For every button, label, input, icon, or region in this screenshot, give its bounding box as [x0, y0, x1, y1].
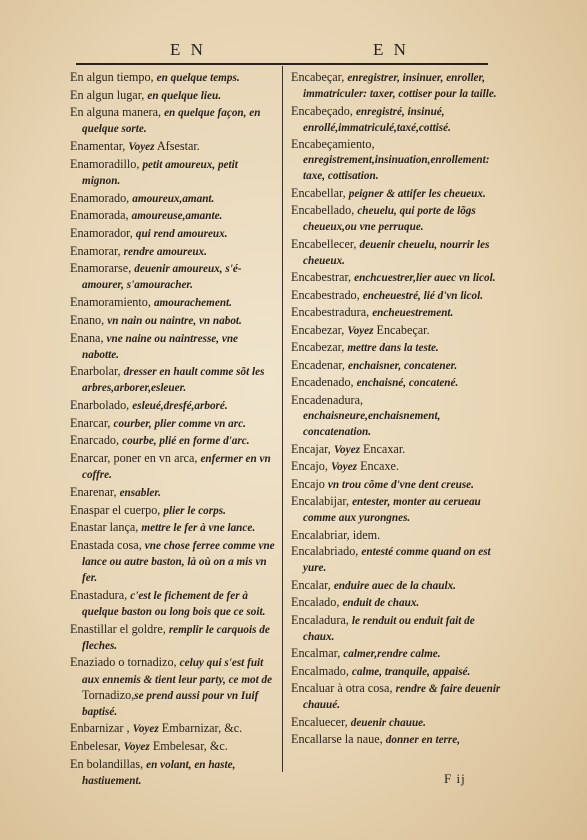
french-gloss: remplir le carquois de fleches.	[82, 623, 270, 652]
spanish-term: Encaluar à otra cosa,	[291, 681, 396, 696]
dictionary-entry	[70, 503, 276, 519]
french-gloss: encheuestré, lié d'vn licol.	[362, 289, 483, 302]
french-gloss: mettre le fer à vne lance.	[141, 522, 256, 535]
french-gloss: entesté comme quand on est yure.	[303, 546, 491, 575]
spanish-term: Enamorada,	[70, 208, 132, 223]
french-gloss: en quelque façon, en quelque sorte.	[82, 107, 261, 136]
spanish-term: Encabellecer,	[291, 236, 360, 251]
dictionary-entry	[70, 244, 276, 260]
french-gloss: Voyez	[128, 141, 155, 154]
header-right: E N	[373, 40, 409, 59]
french-gloss: c'est le fichement de fer à quelque baston ou long bois que ce soit.	[82, 589, 266, 618]
spanish-term: Embarnizar, &c.	[158, 721, 243, 736]
dictionary-entry	[291, 681, 501, 713]
french-gloss: enchaisneure,enchaisnement, concatenation.	[303, 409, 441, 439]
spanish-term: Encabellar,	[291, 185, 349, 200]
french-gloss: deuenir amoureux, s'é-amourer, s'amouracher.	[82, 263, 242, 292]
french-gloss: petit amoureux, petit mignon.	[82, 158, 238, 187]
spanish-term: Enamorador,	[70, 226, 136, 240]
spanish-term: Encabestradura,	[291, 305, 373, 320]
spanish-term: Encalabriado,	[291, 544, 362, 559]
french-gloss: amoureux,amant.	[132, 192, 215, 205]
dictionary-entry	[70, 226, 276, 242]
french-gloss: cheuelu, qui porte de lõgs cheueux,ou vne perruque.	[303, 205, 476, 234]
spanish-term: Enarcar,	[70, 415, 114, 430]
dictionary-entry	[70, 191, 276, 207]
spanish-term: Encalmar,	[291, 646, 344, 661]
dictionary-entry	[70, 70, 276, 86]
spanish-term: Enaziado o tornadizo,	[70, 655, 180, 670]
dictionary-entry	[291, 137, 501, 184]
spanish-term: Encalado,	[291, 595, 343, 610]
spanish-term: Encabestrado,	[291, 287, 363, 302]
spanish-term: Enano,	[70, 312, 108, 327]
dictionary-entry	[70, 739, 276, 755]
dictionary-entry	[291, 544, 501, 576]
french-gloss: peigner & attifer les cheueux.	[348, 187, 486, 200]
spanish-term: En alguna manera,	[70, 105, 165, 120]
right-column	[291, 70, 501, 750]
french-gloss: se prend aussi pour vn Iuif baptisé.	[82, 689, 259, 718]
french-gloss: en quelque lieu.	[147, 89, 222, 102]
dictionary-entry	[291, 732, 501, 748]
dictionary-entry	[291, 459, 501, 475]
dictionary-entry	[70, 139, 276, 155]
dictionary-entry	[291, 477, 501, 493]
dictionary-entry	[291, 646, 501, 662]
spanish-term: Enamoradillo,	[70, 156, 143, 171]
spanish-term: Encalmado,	[291, 663, 352, 678]
french-gloss: courber, plier comme vn arc.	[113, 417, 246, 430]
french-gloss: encheuestrement.	[372, 307, 454, 320]
dictionary-entry	[291, 613, 501, 645]
french-gloss: enchaisné, concatené.	[356, 377, 459, 390]
dictionary-entry	[70, 295, 276, 311]
french-gloss: calme, tranquile, appaisé.	[351, 665, 471, 678]
french-gloss: le renduit ou enduit fait de chaux.	[303, 614, 475, 643]
spanish-term: Encalabijar,	[291, 493, 353, 508]
dictionary-entry	[70, 416, 276, 432]
french-gloss: Voyez	[347, 324, 374, 337]
spanish-term: Enastar lança,	[70, 520, 142, 535]
spanish-term: Enarenar,	[70, 484, 120, 499]
header-left: E N	[170, 40, 206, 59]
french-gloss: enchcuestrer,lier auec vn licol.	[354, 272, 496, 285]
french-gloss: ensabler.	[119, 486, 161, 499]
dictionary-entry	[70, 105, 276, 137]
dictionary-entry	[291, 494, 501, 526]
dictionary-entry	[70, 757, 276, 789]
spanish-term: Encaladura,	[291, 612, 352, 627]
french-gloss: enduit de chaux.	[342, 597, 420, 610]
spanish-term: Enastadura,	[70, 587, 131, 602]
dictionary-entry	[291, 715, 501, 731]
dictionary-entry	[291, 70, 501, 102]
dictionary-entry	[291, 203, 501, 235]
french-gloss: donner en terre,	[385, 734, 461, 747]
spanish-term: Enamorado,	[70, 190, 133, 205]
spanish-term: Tornadizo,	[82, 687, 135, 702]
dictionary-entry	[291, 664, 501, 680]
spanish-term: Encalar,	[291, 577, 334, 592]
french-gloss: calmer,rendre calme.	[343, 648, 441, 661]
spanish-term: Encabezar,	[291, 322, 348, 337]
spanish-term: Enarcado,	[70, 433, 123, 448]
spanish-term: Encaxar.	[359, 441, 406, 456]
dictionary-entry	[291, 375, 501, 391]
spanish-term: Enana,	[70, 330, 107, 345]
dictionary-entry	[291, 270, 501, 286]
dictionary-entry	[291, 340, 501, 356]
left-column	[70, 70, 276, 791]
dictionary-entry	[70, 398, 276, 414]
spanish-term: Encabestrar,	[291, 270, 355, 285]
dictionary-entry	[291, 104, 501, 136]
dictionary-entry	[70, 538, 276, 586]
dictionary-entry	[291, 442, 501, 458]
dictionary-entry	[70, 622, 276, 654]
spanish-term: Encalabriar, idem.	[291, 527, 381, 542]
spanish-term: Enamorarse,	[70, 261, 135, 276]
spanish-term: Encabeçar.	[373, 322, 430, 337]
spanish-term: Encajo	[291, 476, 328, 491]
dictionary-entry	[291, 528, 501, 543]
dictionary-entry	[70, 331, 276, 363]
french-gloss: vn nain ou naintre, vn nabot.	[107, 314, 242, 327]
spanish-term: Encajo,	[291, 459, 331, 474]
spanish-term: Encabeçamiento,	[291, 137, 375, 152]
french-gloss: enregistré, insinué, enrollé,immatriculé,taxé,cottisé.	[303, 105, 451, 134]
dictionary-entry	[70, 655, 276, 719]
dictionary-entry	[70, 88, 276, 104]
spanish-term: Encabellado,	[291, 203, 358, 218]
dictionary-entry	[291, 393, 501, 440]
dictionary-entry	[70, 433, 276, 449]
french-gloss: enfermer en vn coffre.	[82, 453, 271, 482]
dictionary-entry	[291, 186, 501, 202]
dictionary-entry	[70, 485, 276, 501]
french-gloss: entester, monter au cerueau comme aux yurongnes.	[303, 495, 481, 525]
dictionary-entry	[291, 288, 501, 304]
french-gloss: Voyez	[132, 723, 159, 736]
french-gloss: vn trou cõme d'vne dent creuse.	[327, 478, 474, 491]
french-gloss: rendre & faire deuenir chauué.	[303, 683, 501, 712]
spanish-term: Encaxe.	[357, 459, 400, 474]
french-gloss: Voyez	[330, 461, 358, 474]
french-gloss: vne chose ferree comme vne lance ou autre baston, là où on a mis vn fer.	[82, 540, 275, 585]
column-divider	[282, 66, 283, 772]
spanish-term: Enbarnizar ,	[70, 721, 133, 736]
french-gloss: amoureuse,amante.	[131, 210, 223, 223]
spanish-term: Encadenado,	[291, 375, 357, 390]
spanish-term: Encajar,	[291, 441, 334, 456]
dictionary-entry	[291, 323, 501, 339]
dictionary-entry	[291, 237, 501, 269]
dictionary-entry	[70, 208, 276, 224]
spanish-term: Enarcar, poner en vn arca,	[70, 451, 201, 466]
french-gloss: qui rend amoureux.	[135, 228, 228, 240]
spanish-term: Encallarse la naue,	[291, 732, 386, 747]
spanish-term: Embelesar, &c.	[149, 739, 228, 754]
spanish-term: Enbelesar,	[70, 739, 124, 754]
spanish-term: Enamoramiento,	[70, 295, 154, 310]
spanish-term: Encabezar,	[291, 340, 348, 355]
french-gloss: plier le corps.	[163, 504, 226, 517]
french-gloss: enduire auec de la chaulx.	[333, 579, 456, 592]
dictionary-entry	[291, 358, 501, 374]
dictionary-entry	[70, 520, 276, 536]
dictionary-entry	[291, 595, 501, 611]
dictionary-entry	[70, 313, 276, 329]
french-gloss: mettre dans la teste.	[347, 342, 439, 355]
french-gloss: enchaisner, concatener.	[348, 359, 458, 372]
dictionary-entry	[70, 588, 276, 620]
dictionary-entry	[70, 721, 276, 737]
spanish-term: Encabeçar,	[291, 70, 348, 84]
spanish-term: Enarbolar,	[70, 364, 124, 379]
french-gloss: enregistrement,insinuation,enrollement: taxe, cottisation.	[303, 154, 490, 183]
dictionary-entry	[70, 364, 276, 396]
spanish-term: Enaspar el cuerpo,	[70, 502, 164, 517]
dictionary-entry	[291, 578, 501, 594]
spanish-term: Afsestar.	[154, 139, 200, 154]
dictionary-entry	[291, 305, 501, 321]
spanish-term: Encadenar,	[291, 357, 349, 372]
french-gloss: esleué,dresfé,arboré.	[132, 400, 228, 413]
header-rule	[76, 63, 488, 65]
dictionary-entry	[70, 451, 276, 483]
dictionary-entry	[70, 157, 276, 189]
spanish-term: Enastillar el goldre,	[70, 621, 169, 636]
french-gloss: Voyez	[333, 443, 360, 456]
spanish-term: Enamentar,	[70, 139, 129, 154]
french-gloss: enregistrer, insinuer, enroller, immatriculer: taxer, cottiser pour la taille.	[303, 72, 497, 101]
spanish-term: En algun lugar,	[70, 87, 148, 102]
spanish-term: Enastada cosa,	[70, 538, 145, 552]
french-gloss: vne naine ou naintresse, vne nabotte.	[82, 332, 239, 361]
spanish-term: Enamorar,	[70, 243, 124, 258]
french-gloss: en quelque temps.	[156, 72, 240, 84]
spanish-term: Enarbolado,	[70, 398, 133, 413]
spanish-term: En bolandillas,	[70, 756, 147, 771]
french-gloss: courbe, plié en forme d'arc.	[122, 435, 250, 448]
spanish-term: Encabeçado,	[291, 103, 356, 118]
french-gloss: dresser en hault comme sõt les arbres,arborer,esleuer.	[82, 366, 265, 395]
spanish-term: Encaluecer,	[291, 714, 351, 729]
signature-mark: F ij	[444, 771, 466, 786]
french-gloss: deuenir cheuelu, nourrir les cheueux.	[303, 238, 490, 267]
dictionary-entry	[70, 261, 276, 293]
running-header	[76, 40, 488, 62]
spanish-term: Encadenadura,	[291, 392, 364, 407]
french-gloss: deuenir chauue.	[350, 716, 426, 729]
french-gloss: en volant, en haste, hastiuement.	[82, 758, 236, 787]
french-gloss: rendre amoureux.	[123, 245, 207, 258]
french-gloss: celuy qui s'est fuit aux ennemis & tient leur party, ce mot de	[82, 657, 273, 686]
french-gloss: Voyez	[123, 741, 150, 754]
spanish-term: En algun tiempo,	[70, 70, 157, 84]
french-gloss: amourachement.	[153, 297, 232, 310]
